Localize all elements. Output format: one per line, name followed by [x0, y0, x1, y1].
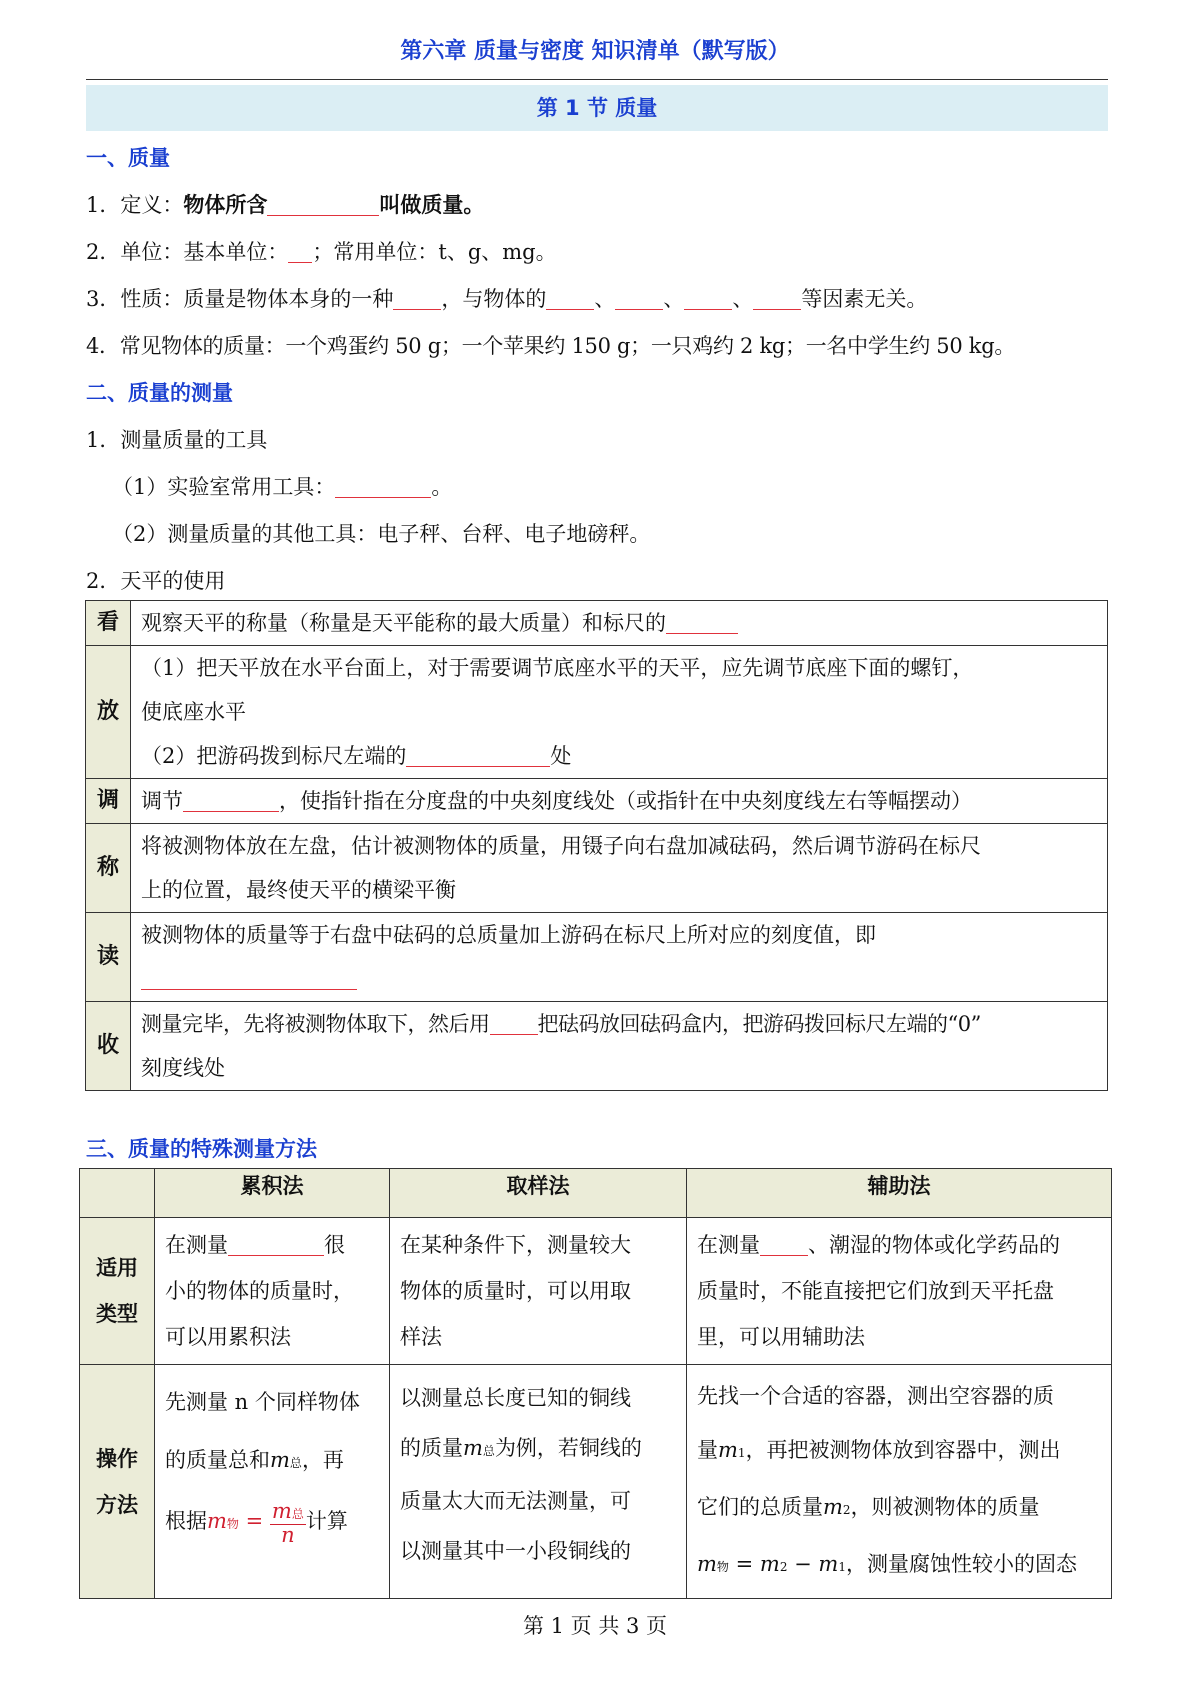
row-key-look: 看	[86, 601, 131, 646]
row-text-place: （1）把天平放在水平台面上，对于需要调节底座水平的天平，应先调节底座下面的螺钉， 使底座水平 （2）把游码拨到标尺左端的 处	[131, 646, 1108, 779]
auxiliary-operation: 先找一个合适的容器，测出空容器的质 量m1，再把被测物体放到容器中，测出 它们的总质量m2，则被测物体的质量 m物 = m2 − m1，测量腐蚀性较小的固态	[687, 1365, 1112, 1599]
row-text-adjust: 调节 ，使指针指在分度盘的中央刻度线处（或指针在中央刻度线左右等幅摆动）	[131, 779, 1108, 824]
fill-blank[interactable]	[490, 1012, 538, 1035]
row-text-weigh: 将被测物体放在左盘，估计被测物体的质量，用镊子向右盘加减砝码，然后调节游码在标尺 上的位置，最终使天平的横梁平衡	[131, 824, 1108, 913]
accumulation-operation: 先测量 n 个同样物体 的质量总和m总，再 根据m物 = $\frac{\text{m总}}{n}$ 计算	[155, 1365, 390, 1599]
col-header-auxiliary: 辅助法	[687, 1169, 1112, 1218]
table-row	[86, 779, 1108, 824]
fill-blank[interactable]	[183, 789, 279, 812]
fill-blank[interactable]	[393, 287, 441, 310]
col-header-sampling: 取样法	[390, 1169, 687, 1218]
page-footer: 第 1 页 共 3 页	[522, 1614, 668, 1638]
examples-line: 4．常见物体的质量：一个鸡蛋约 50 g；一个苹果约 150 g；一只鸡约 2 kg；一名中学生约 50 kg。	[86, 334, 1016, 358]
auxiliary-type: 在测量 、潮湿的物体或化学药品的 质量时，不能直接把它们放到天平托盘 里，可以用辅助法	[687, 1218, 1112, 1365]
fill-blank[interactable]	[267, 193, 379, 216]
table-row	[86, 913, 1108, 1002]
row-text-look: 观察天平的称量（称量是天平能称的最大质量）和标尺的	[131, 601, 1108, 646]
row-key-place: 放	[86, 646, 131, 779]
row-key-adjust: 调	[86, 779, 131, 824]
fill-blank[interactable]	[753, 287, 801, 310]
fill-blank[interactable]	[228, 1233, 324, 1256]
definition-line: 1．定义：物体所含 叫做质量。	[86, 193, 485, 217]
fill-blank[interactable]	[141, 967, 357, 990]
row-text-collect: 测量完毕，先将被测物体取下，然后用 把砝码放回砝码盒内，把游码拨回标尺左端的“0” 刻度线处	[131, 1002, 1108, 1091]
table-row	[86, 824, 1108, 913]
row-key-operation: 操作 方法	[80, 1365, 155, 1599]
section-title: 第 1 节 质量	[86, 85, 1108, 131]
table-row	[80, 1218, 1112, 1365]
heading-special-methods: 三、质量的特殊测量方法	[86, 1137, 317, 1161]
heading-mass: 一、质量	[86, 146, 170, 170]
corner-cell	[80, 1169, 155, 1218]
tool-other: （2）测量质量的其他工具：电子秤、台秤、电子地磅秤。	[112, 522, 651, 546]
row-key-type: 适用 类型	[80, 1218, 155, 1365]
accumulation-type: 在测量 很 小的物体的质量时， 可以用累积法	[155, 1218, 390, 1365]
fill-blank[interactable]	[760, 1233, 808, 1256]
sampling-operation: 以测量总长度已知的铜线 的质量m总为例，若铜线的 质量太大而无法测量，可 以测量其中一小段铜线的	[390, 1365, 687, 1599]
fill-blank[interactable]	[684, 287, 732, 310]
balance-usage-table	[85, 600, 1108, 1091]
tool-lab: （1）实验室常用工具： 。	[112, 475, 453, 499]
fill-blank[interactable]	[666, 611, 738, 634]
table-row	[80, 1365, 1112, 1599]
fill-blank[interactable]	[546, 287, 594, 310]
fill-blank[interactable]	[615, 287, 663, 310]
sampling-type: 在某种条件下，测量较大 物体的质量时，可以用取 样法	[390, 1218, 687, 1365]
table-row	[86, 601, 1108, 646]
heading-measurement: 二、质量的测量	[86, 381, 233, 405]
row-key-weigh: 称	[86, 824, 131, 913]
col-header-accumulation: 累积法	[155, 1169, 390, 1218]
row-text-read: 被测物体的质量等于右盘中砝码的总质量加上游码在标尺上所对应的刻度值，即	[131, 913, 1108, 1002]
property-line: 3．性质：质量是物体本身的一种 ，与物体的 、 、 、 等因素无关。	[86, 287, 928, 311]
fraction-formula: $\frac{\text{m总}}{n}$	[271, 1498, 304, 1547]
fill-blank[interactable]	[288, 240, 312, 263]
tools-title: 1．测量质量的工具	[86, 428, 268, 452]
table-row	[86, 646, 1108, 779]
balance-title: 2．天平的使用	[86, 569, 226, 593]
fill-blank[interactable]	[406, 744, 550, 767]
document-title: 第六章 质量与密度 知识清单（默写版）	[400, 39, 790, 64]
title-divider	[86, 79, 1108, 80]
table-row	[86, 1002, 1108, 1091]
unit-line: 2．单位：基本单位： ；常用单位：t、g、mg。	[86, 240, 557, 264]
fill-blank[interactable]	[335, 475, 431, 498]
special-methods-table	[79, 1168, 1112, 1599]
row-key-collect: 收	[86, 1002, 131, 1091]
row-key-read: 读	[86, 913, 131, 1002]
table-header-row	[80, 1169, 1112, 1218]
